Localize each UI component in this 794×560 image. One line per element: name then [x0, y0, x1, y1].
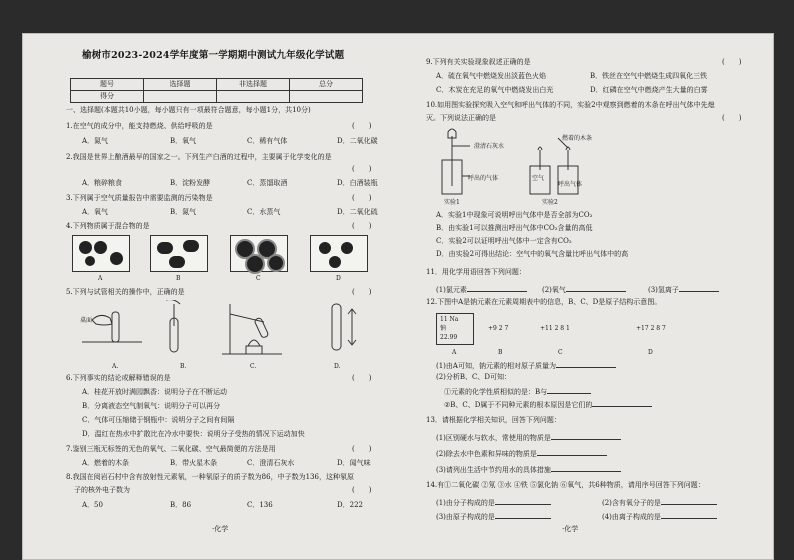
figure-label: 呼出气体	[558, 181, 583, 188]
tile-mass: 22.99	[440, 334, 458, 341]
option: A．氮气	[82, 137, 109, 145]
caption: C.	[250, 363, 257, 370]
left-page	[62, 33, 418, 560]
score-header-cell: 题号	[71, 79, 144, 91]
option: C．136	[247, 501, 273, 509]
caption: B.	[180, 363, 187, 370]
particle	[110, 252, 123, 265]
page-footer: ·化学	[212, 525, 229, 533]
particle-box-d	[310, 235, 368, 272]
answer-blank[interactable]	[661, 510, 717, 519]
answer-blank[interactable]	[592, 398, 652, 407]
q11-item-label: (2)氧气	[542, 286, 566, 294]
answer-blank[interactable]	[495, 496, 551, 505]
question-13: 13．请根据化学相关知识，回答下列问题：	[426, 416, 561, 424]
question-8-cont: 子的核外电子数为	[74, 486, 130, 494]
option: C．木炭在充足的氧气中燃烧发出白光	[436, 86, 554, 94]
q11-item	[542, 283, 626, 296]
particle	[183, 240, 199, 252]
option: A．桂花开放时满园飘香：说明分子在不断运动	[82, 388, 228, 396]
q11-item	[436, 283, 527, 296]
atom-diagram-b: +9 2 7	[488, 325, 509, 332]
option: A．50	[82, 501, 103, 509]
option: B．铁丝在空气中燃烧生成四氧化三铁	[590, 72, 708, 80]
question-14: 14.有①二氧化碳 ②氖 ③水 ④铁 ⑤氯化钠 ⑥氧气，共6种物质，请用序号回答下列问题：	[426, 481, 705, 489]
score-header-cell: 非选择题	[217, 79, 290, 91]
question-2: 2.我国是世界上酿酒最早的国家之一。下列生产白酒的过程中，主要属于化学变化的是	[66, 153, 332, 161]
q12-line: (2)分析B、C、D可知：	[436, 373, 512, 381]
question-4: 4.下列物质属于混合物的是	[66, 222, 150, 230]
option: B．由实验1可以推测出呼出气体中CO₂含量的高低	[436, 224, 593, 232]
answer-paren: ( )	[352, 165, 372, 173]
score-header-cell: 选择题	[144, 79, 217, 91]
figure-label: 呼出的气体	[468, 175, 499, 182]
q14-line-text: (2)含有氧分子的是	[602, 499, 661, 507]
option: A．氧气	[82, 208, 109, 216]
score-header-cell: 总分	[290, 79, 363, 91]
question-10-cont: 灭。下列说法正确的是	[426, 114, 496, 122]
score-row-label: 得分	[71, 91, 144, 103]
q11-item-label: (1)氯元素	[436, 286, 467, 294]
answer-paren: ( )	[352, 288, 372, 296]
figure-label: 燃着的木条	[562, 135, 593, 142]
question-3: 3.下列属于空气质量报告中需要监测的污染物是	[66, 194, 213, 202]
right-page	[422, 33, 762, 560]
particle	[94, 241, 107, 254]
answer-blank[interactable]	[537, 447, 607, 456]
answer-blank[interactable]	[551, 431, 621, 440]
q13-line-text: (3)请列出生活中节约用水的具体措施	[436, 466, 551, 474]
option: A．硫在氧气中燃烧发出淡蓝色火焰	[436, 72, 547, 80]
answer-blank[interactable]	[547, 385, 591, 394]
option: D．温红在热水中扩散比在冷水中要快：说明分子受热的情况下运动加快	[82, 430, 305, 438]
caption: C	[558, 349, 563, 356]
caption: B	[498, 349, 503, 356]
q14-line	[436, 510, 551, 523]
option: B．氧气	[170, 137, 197, 145]
question-8: 8.我国在阅岩石村中含有放射性元素氡，一种氡原子的质子数为86，中子数为136，这种氡原	[66, 473, 354, 481]
caption: C	[256, 275, 261, 282]
tile-name: 钠	[440, 325, 447, 332]
option: D．222	[337, 501, 363, 509]
question-7: 7.鉴别三瓶无标签的无色的氧气、二氧化碳、空气最简便的方法是用	[66, 445, 276, 453]
score-cell	[290, 91, 363, 103]
particle	[329, 256, 341, 268]
option: A．燃着的木条	[82, 459, 130, 467]
q14-line-text: (3)由原子构成的是	[436, 513, 495, 521]
q12-line-text: (1)由A可知，钠元素的相对原子质量为	[436, 362, 556, 370]
q13-line	[436, 431, 621, 444]
q12-line	[444, 398, 652, 411]
test-tube-operations-figure	[82, 300, 382, 358]
particle	[85, 256, 95, 266]
option: D．白酒装瓶	[337, 179, 378, 187]
caption: D.	[334, 363, 341, 370]
option: D．闻气味	[337, 459, 371, 467]
section-heading: 一、选择题(本题共10小题，每小题只有一项最符合题意，每小题1分，共10分)	[66, 106, 311, 114]
question-10: 10.如用图实验探究吸入空气和呼出气体的不同，实验2中观察到燃着的木条在呼出气体中先熄	[426, 101, 715, 109]
particle	[157, 242, 173, 254]
answer-blank[interactable]	[551, 463, 621, 472]
particle	[319, 242, 331, 254]
q14-line-text: (4)由离子构成的是	[602, 513, 661, 521]
answer-paren: ( )	[722, 114, 742, 122]
caption: B	[176, 275, 181, 282]
figure-label: 空气	[532, 175, 545, 182]
option: A．粮碎粮食	[82, 179, 123, 187]
option: C．稀有气体	[247, 137, 288, 145]
option: C．澄清石灰水	[247, 459, 295, 467]
answer-blank[interactable]	[661, 496, 717, 505]
question-6: 6.下列事实的结论或解释错误的是	[66, 374, 171, 382]
score-cell	[217, 91, 290, 103]
option: D．二氧化硫	[337, 208, 378, 216]
q13-line-text: (1)区别硬水与软水，常使用的物质是	[436, 434, 551, 442]
q14-line	[602, 496, 717, 509]
q13-line	[436, 463, 621, 476]
question-12: 12.下图中A是钠元素在元素周期表中的信息，B、C、D是原子结构示意图。	[426, 298, 662, 306]
caption: A	[98, 275, 103, 282]
option: C．蒸馏取酒	[247, 179, 288, 187]
q11-item-label: (3)氢离子	[648, 286, 679, 294]
periodic-tile	[436, 313, 474, 345]
option: B．分离液态空气制氧气：说明分子可以再分	[82, 402, 221, 410]
question-5: 5.下列与试管相关的操作中，正确的是	[66, 288, 185, 296]
answer-blank[interactable]	[679, 283, 719, 292]
option: C．气体可压缩储于钢瓶中：说明分子之间有间隔	[82, 416, 235, 424]
option: C．水蒸气	[247, 208, 281, 216]
option: B．淀粉发酵	[170, 179, 211, 187]
option: B．带火星木条	[170, 459, 218, 467]
tile-number: 11 Na	[440, 316, 459, 323]
particle	[245, 254, 265, 274]
caption: A.	[112, 363, 119, 370]
option: B．86	[170, 501, 192, 509]
particle-box-c	[230, 235, 288, 272]
q14-line	[436, 496, 551, 509]
page-footer: ·化学	[562, 525, 579, 533]
q14-line	[602, 510, 717, 523]
answer-paren: ( )	[352, 486, 372, 494]
score-cell	[144, 91, 217, 103]
question-1: 1.在空气的成分中，能支持燃烧、供给呼吸的是	[66, 122, 213, 130]
q11-item	[648, 283, 719, 296]
answer-blank[interactable]	[467, 283, 527, 292]
caption: A	[452, 349, 457, 356]
answer-paren: ( )	[352, 122, 372, 130]
q12-line	[444, 385, 591, 398]
exam-photo	[22, 33, 774, 560]
particle-box-b	[150, 235, 208, 272]
answer-paren: ( )	[352, 222, 372, 230]
figure-label: 澄清石灰水	[474, 143, 505, 150]
question-11: 11．用化学用语回答下列问题：	[426, 268, 526, 276]
option: A．实验1中现象可说明呼出气体中是否全部为CO₂	[436, 211, 593, 219]
option: B．氮气	[170, 208, 197, 216]
particle	[267, 254, 285, 272]
table-label: 桌面	[80, 317, 93, 324]
option: D．红磷在空气中燃烧产生大量的白雾	[590, 86, 708, 94]
atom-diagram-c: +11 2 8 1	[540, 325, 570, 332]
q12-line-text: ②B、C、D属于不同种元素的根本原因是它们的	[444, 401, 593, 409]
answer-paren: ( )	[722, 58, 742, 66]
question-9: 9.下列有关实验现象叙述正确的是	[426, 58, 531, 66]
page-title: 榆树市2023-2024学年度第一学期期中测试九年级化学试题	[82, 50, 345, 61]
answer-paren: ( )	[352, 374, 372, 382]
figure-label: 实验2	[542, 199, 558, 206]
particle	[341, 242, 353, 254]
option: D．二氧化碳	[337, 137, 378, 145]
figure-label: 实验1	[444, 199, 460, 206]
option: C．实验2可以证明呼出气体中一定含有CO₂	[436, 237, 572, 245]
caption: D	[336, 275, 341, 282]
score-table	[70, 78, 363, 103]
particle-box-a	[72, 235, 130, 272]
answer-blank[interactable]	[556, 359, 616, 368]
answer-blank[interactable]	[566, 283, 626, 292]
option: D．由实验2可得出结论：空气中的氧气含量比呼出气体中的高	[436, 250, 629, 258]
answer-paren: ( )	[352, 445, 372, 453]
answer-blank[interactable]	[495, 510, 551, 519]
particle	[169, 256, 185, 268]
q12-line	[436, 359, 616, 372]
q14-line-text: (1)由分子构成的是	[436, 499, 495, 507]
q13-line-text: (2)除去水中色素和异味的物质是	[436, 450, 537, 458]
answer-paren: ( )	[352, 194, 372, 202]
atom-diagram-d: +17 2 8 7	[636, 325, 666, 332]
q13-line	[436, 447, 607, 460]
q12-line-text: ①元素的化学性质相似的是：B与	[444, 388, 548, 396]
caption: D	[648, 349, 653, 356]
particle	[79, 241, 92, 254]
